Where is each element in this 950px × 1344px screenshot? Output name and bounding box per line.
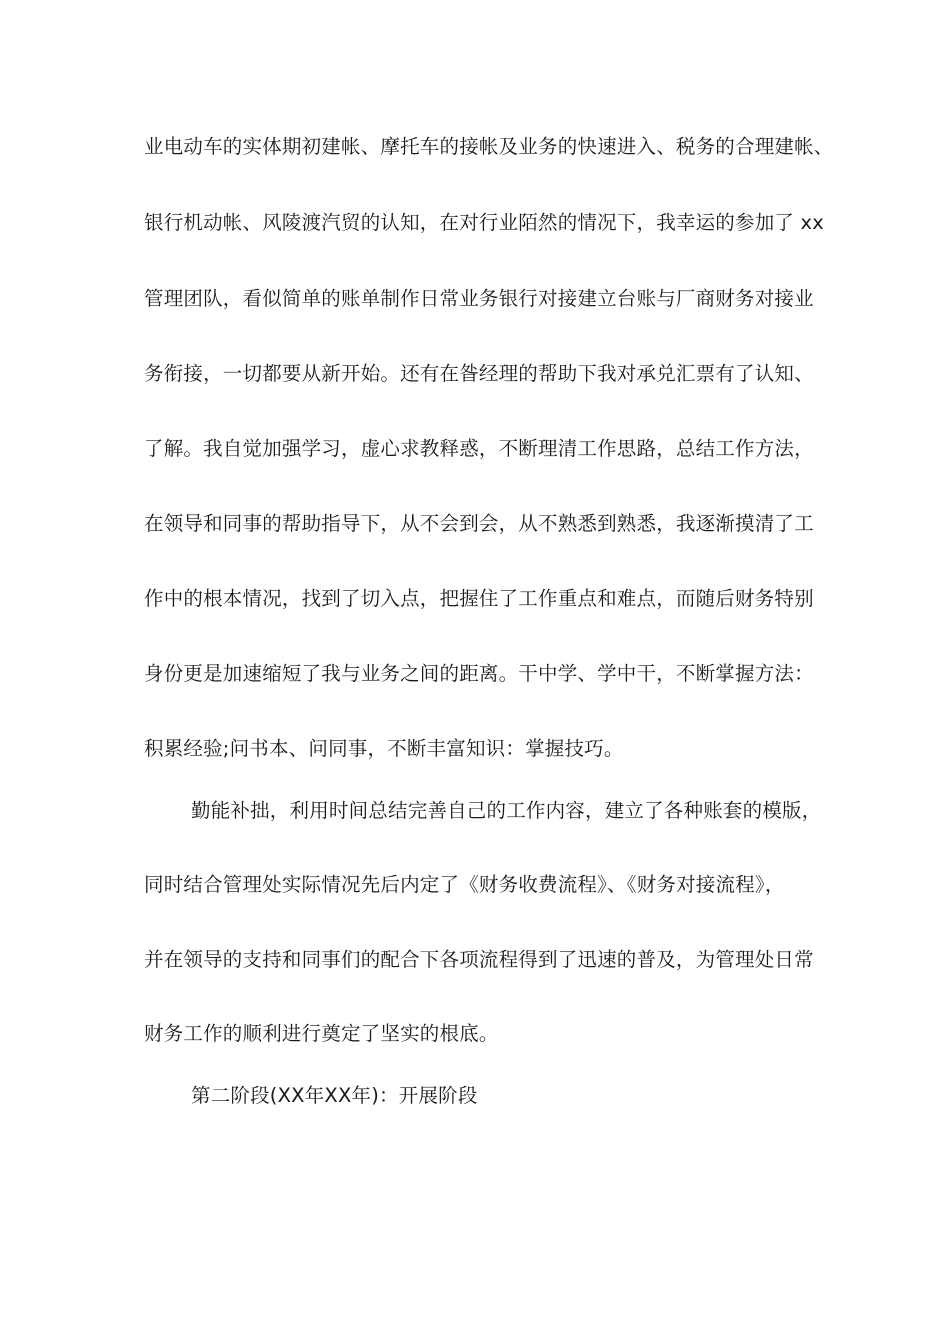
paragraph-first-line: 勤能补拙，利用时间总结完善自己的工作内容，建立了各种账套的模版， (191, 799, 822, 822)
body-text-line: 积累经验;问书本、问同事，不断丰富知识：掌握技巧。 (144, 737, 624, 760)
body-text-line: 业电动车的实体期初建帐、摩托车的接帐及业务的快速进入、税务的合理建帐、 (144, 135, 834, 158)
body-text-line: 在领导和同事的帮助指导下，从不会到会，从不熟悉到熟悉，我逐渐摸清了工 (144, 512, 814, 535)
body-text-line: 务衔接，一切都要从新开始。还有在昝经理的帮助下我对承兑汇票有了认知、 (144, 362, 814, 385)
body-text-line: 作中的根本情况，找到了切入点，把握住了工作重点和难点，而随后财务特别 (144, 587, 814, 610)
body-text-line: 同时结合管理处实际情况先后内定了《财务收费流程》、《财务对接流程》， (144, 873, 785, 896)
body-text-line: 了解。我自觉加强学习，虚心求教释惑，不断理清工作思路，总结工作方法， (144, 437, 814, 460)
body-text-line: 财务工作的顺利进行奠定了坚实的根底。 (144, 1022, 499, 1045)
body-text-line: 银行机动帐、风陵渡汽贸的认知，在对行业陌然的情况下，我幸运的参加了 xx (144, 211, 824, 234)
body-text-line: 并在领导的支持和同事们的配合下各项流程得到了迅速的普及，为管理处日常 (144, 948, 814, 971)
body-text-line: 身份更是加速缩短了我与业务之间的距离。干中学、学中干，不断掌握方法： (144, 662, 814, 685)
body-text-line: 管理团队，看似简单的账单制作日常业务银行对接建立台账与厂商财务对接业 (144, 287, 814, 310)
section-heading: 第二阶段(XX年XX年)：开展阶段 (191, 1084, 478, 1107)
